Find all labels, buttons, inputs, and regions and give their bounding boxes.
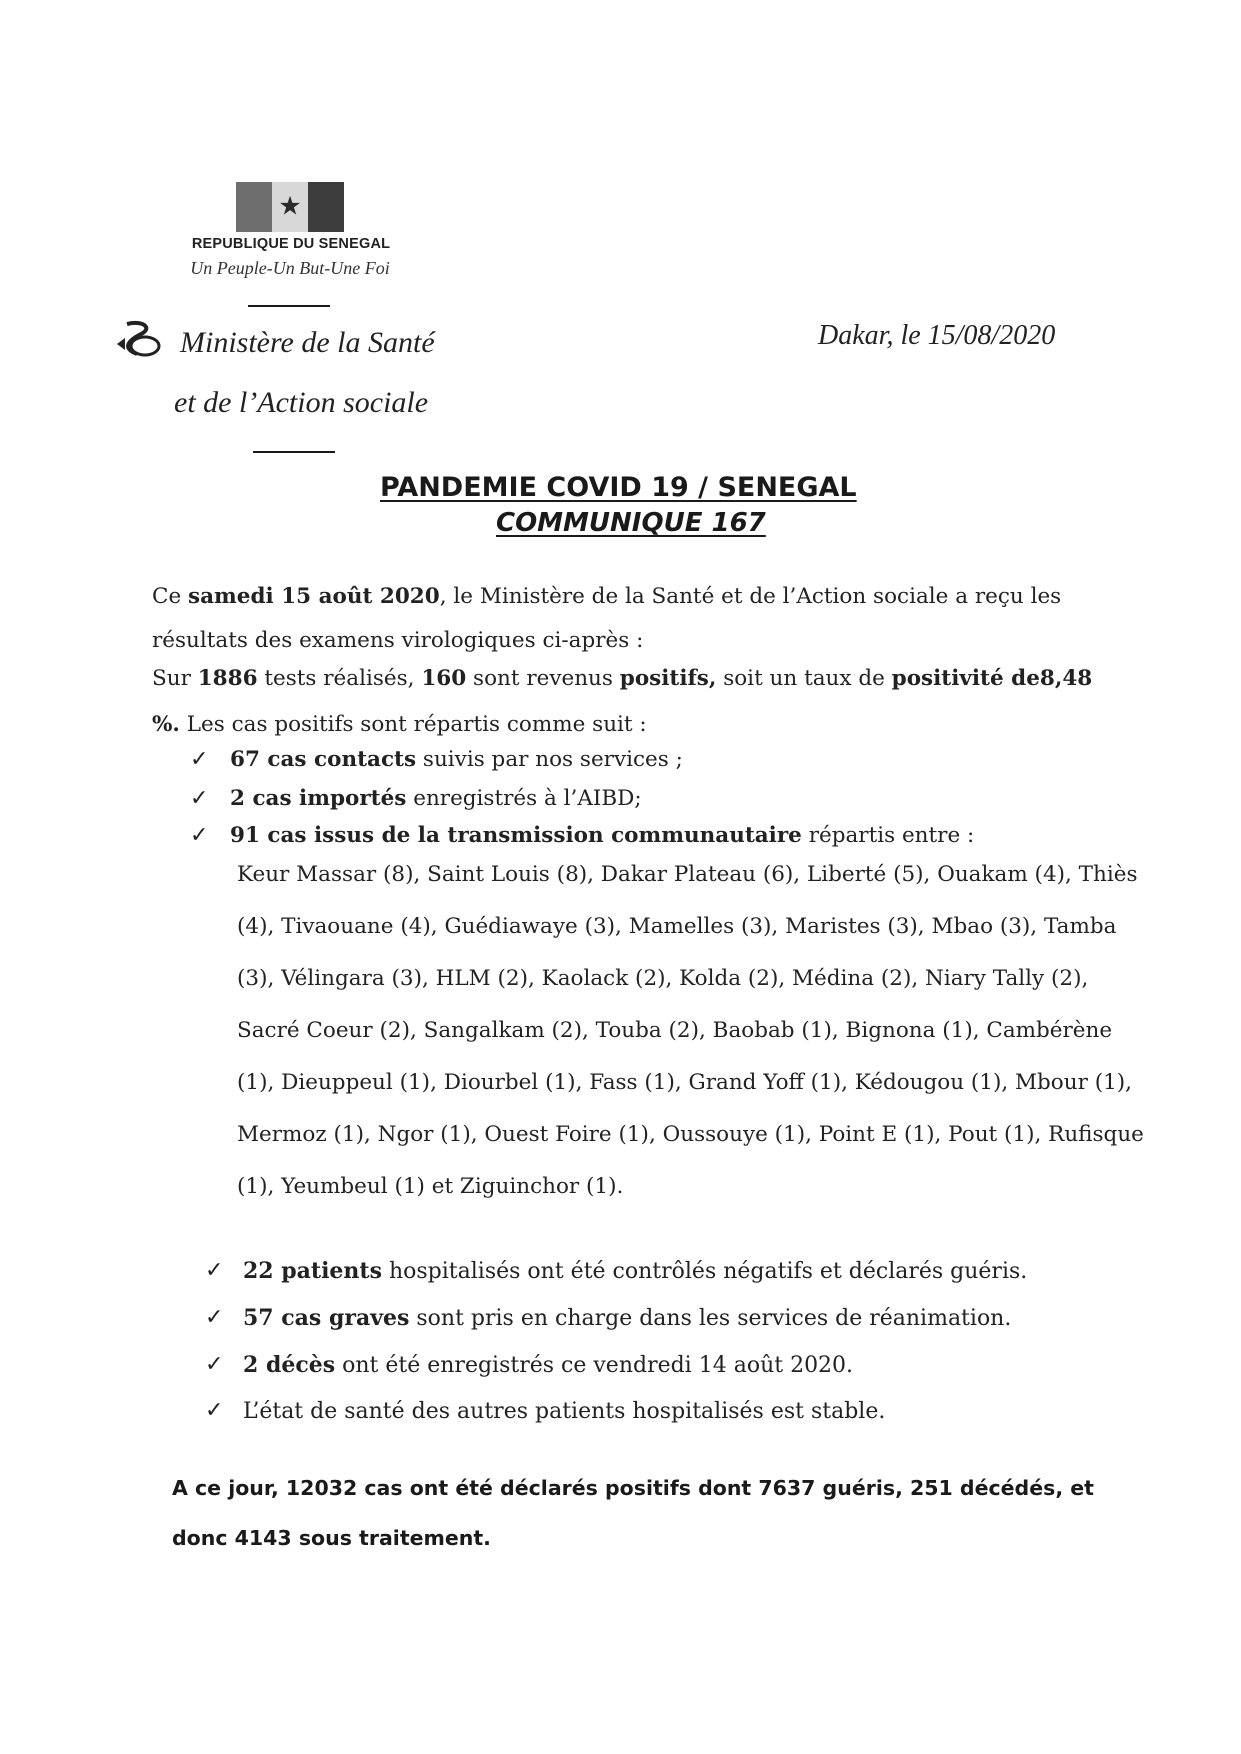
dateline: Dakar, le 15/08/2020 — [818, 320, 1056, 351]
ministry-name-line1: Ministère de la Santé — [180, 326, 435, 359]
list-item: 2 cas importés enregistrés à l’AIBD; — [230, 786, 642, 811]
check-icon: ✓ — [190, 823, 209, 848]
list-item: 2 décès ont été enregistrés ce vendredi 14 août 2020. — [243, 1352, 854, 1378]
republic-label: REPUBLIQUE DU SENEGAL — [191, 236, 391, 252]
places-line: Keur Massar (8), Saint Louis (8), Dakar Plateau (6), Liberté (5), Ouakam (4), Thiès — [237, 862, 1138, 887]
check-icon: ✓ — [190, 747, 209, 772]
communique-number: COMMUNIQUE 167 — [496, 508, 766, 538]
intro-line-1: Ce samedi 15 août 2020, le Ministère de la Santé et de l’Action sociale a reçu les — [152, 584, 1062, 609]
places-line: (1), Yeumbeul (1) et Ziguinchor (1). — [237, 1174, 624, 1199]
places-line: Sacré Coeur (2), Sangalkam (2), Touba (2), Baobab (1), Bignona (1), Cambérène — [237, 1018, 1113, 1043]
list-item: 91 cas issus de la transmission communautaire répartis entre : — [230, 823, 975, 848]
summary-line-2: donc 4143 sous traitement. — [172, 1526, 491, 1550]
document-title: PANDEMIE COVID 19 / SENEGAL — [380, 472, 857, 503]
summary-line-1: A ce jour, 12032 cas ont été déclarés positifs dont 7637 guéris, 251 décédés, et — [172, 1476, 1094, 1500]
intro-line-3: Sur 1886 tests réalisés, 160 sont revenus positifs, soit un taux de positivité de8,48 — [152, 666, 1093, 691]
flag-band-left — [236, 182, 272, 232]
ministry-name-line2: et de l’Action sociale — [174, 386, 429, 419]
senegal-flag — [236, 182, 344, 232]
check-icon: ✓ — [205, 1398, 224, 1423]
places-line: Mermoz (1), Ngor (1), Ouest Foire (1), Oussouye (1), Point E (1), Pout (1), Rufisque — [237, 1122, 1144, 1147]
list-item: 67 cas contacts suivis par nos services ; — [230, 747, 683, 772]
flag-band-right — [308, 182, 344, 232]
divider — [253, 451, 335, 453]
check-icon: ✓ — [205, 1352, 224, 1377]
national-motto: Un Peuple-Un But-Une Foi — [190, 258, 390, 278]
divider — [248, 305, 330, 307]
check-icon: ✓ — [190, 786, 209, 811]
list-item: 22 patients hospitalisés ont été contrôlés négatifs et déclarés guéris. — [243, 1258, 1028, 1284]
flag-band-center — [272, 182, 308, 232]
star-icon: ★ — [278, 191, 302, 222]
intro-line-4: %. Les cas positifs sont répartis comme suit : — [152, 712, 647, 737]
places-line: (3), Vélingara (3), HLM (2), Kaolack (2), Kolda (2), Médina (2), Niary Tally (2), — [237, 966, 1089, 991]
ministry-emblem-icon — [113, 318, 163, 364]
check-icon: ✓ — [205, 1258, 224, 1283]
places-line: (1), Dieuppeul (1), Diourbel (1), Fass (1), Grand Yoff (1), Kédougou (1), Mbour (1), — [237, 1070, 1133, 1095]
check-icon: ✓ — [205, 1305, 224, 1330]
intro-line-2: résultats des examens virologiques ci-après : — [152, 628, 644, 653]
list-item: L’état de santé des autres patients hospitalisés est stable. — [243, 1399, 886, 1424]
list-item: 57 cas graves sont pris en charge dans les services de réanimation. — [243, 1305, 1012, 1331]
places-line: (4), Tivaouane (4), Guédiawaye (3), Mamelles (3), Maristes (3), Mbao (3), Tamba — [237, 914, 1117, 939]
